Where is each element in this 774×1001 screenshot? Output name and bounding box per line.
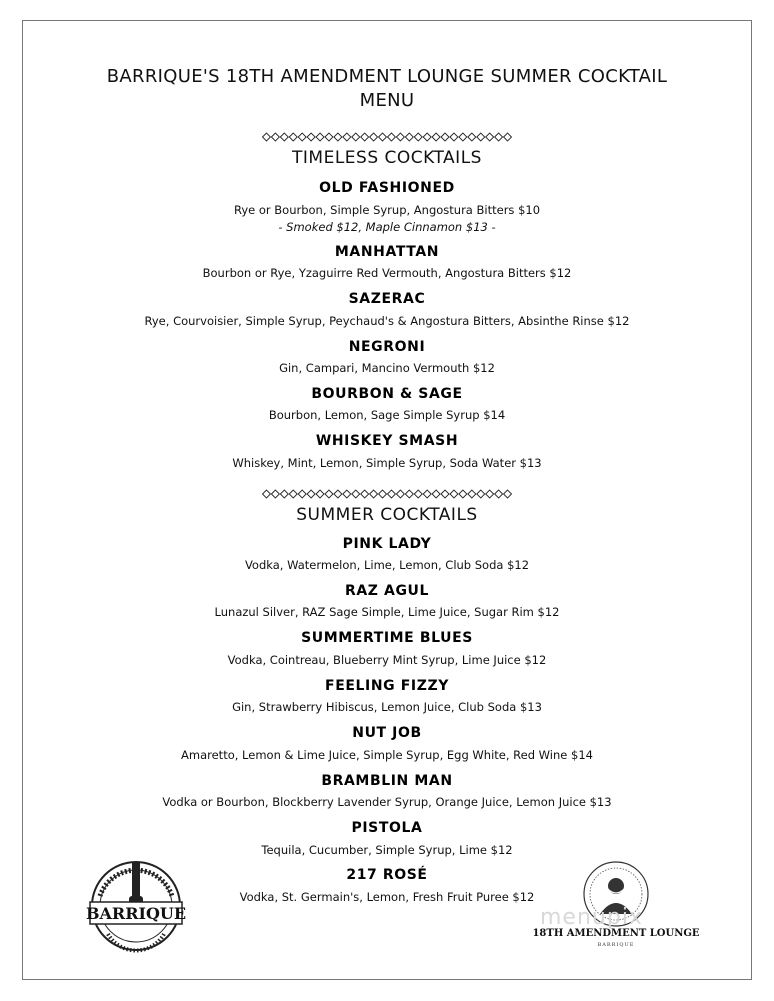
divider-diamond — [432, 490, 440, 498]
divider-diamond — [361, 490, 369, 498]
divider-diamond — [423, 133, 431, 141]
item-desc-pink-lady: Vodka, Watermelon, Lime, Lemon, Club Soda $12 — [244, 558, 530, 572]
divider-diamond — [298, 133, 306, 141]
item-desc-raz-agul: Lunazul Silver, RAZ Sage Simple, Lime Juice, Sugar Rim $12 — [214, 605, 560, 619]
barrique-logo-text: BARRIQUE — [85, 904, 187, 923]
item-desc-bramblin-man: Vodka or Bourbon, Blockberry Lavender Syrup, Orange Juice, Lemon Juice $13 — [162, 795, 612, 809]
divider-diamond — [280, 490, 288, 498]
divider-diamond — [441, 133, 449, 141]
divider-diamond — [504, 133, 512, 141]
item-name-pink-lady: PINK LADY — [342, 536, 432, 552]
divider-diamond — [343, 490, 351, 498]
divider-diamond — [334, 490, 342, 498]
item-name-summertime-blues: SUMMERTIME BLUES — [301, 630, 473, 646]
divider-diamond — [361, 133, 369, 141]
item-desc-feeling-fizzy: Gin, Strawberry Hibiscus, Lemon Juice, Club Soda $13 — [232, 700, 542, 714]
divider-diamond — [289, 490, 297, 498]
divider-diamond — [441, 490, 449, 498]
item-name-manhattan: MANHATTAN — [334, 244, 440, 260]
item-desc-negroni: Gin, Campari, Mancino Vermouth $12 — [279, 361, 495, 375]
item-name-negroni: NEGRONI — [348, 339, 426, 355]
item-name-raz-agul: RAZ AGUL — [344, 583, 430, 599]
menu-title-line2: MENU — [359, 90, 415, 111]
divider-diamond — [468, 490, 476, 498]
divider-diamond — [325, 133, 333, 141]
divider-diamond — [263, 133, 271, 141]
divider-diamond — [307, 133, 315, 141]
divider-diamond — [486, 490, 494, 498]
divider-diamond — [388, 133, 396, 141]
item-desc-nut-job: Amaretto, Lemon & Lime Juice, Simple Syrup, Egg White, Red Wine $14 — [181, 748, 593, 762]
divider-diamond — [459, 490, 467, 498]
divider-diamond — [432, 133, 440, 141]
menu-title — [0, 65, 774, 113]
divider-diamond — [379, 133, 387, 141]
item-name-bourbon-sage: BOURBON & SAGE — [311, 386, 463, 402]
divider-diamond — [414, 490, 422, 498]
divider-diamond — [352, 490, 360, 498]
divider-diamond — [396, 133, 404, 141]
lounge-logo-text: 18TH AMENDMENT LOUNGE — [532, 928, 700, 939]
divider-diamond — [280, 133, 288, 141]
divider-diamond — [307, 490, 315, 498]
item-name-bramblin-man: BRAMBLIN MAN — [321, 773, 453, 789]
item-name-217-rose: 217 ROSÉ — [346, 867, 428, 883]
item-desc-whiskey-smash: Whiskey, Mint, Lemon, Simple Syrup, Soda Water $13 — [232, 456, 542, 470]
divider-diamond — [504, 490, 512, 498]
divider-diamond — [316, 133, 324, 141]
divider-diamond — [370, 490, 378, 498]
divider-diamond — [271, 490, 279, 498]
divider-diamond — [263, 490, 271, 498]
divider-diamond — [450, 133, 458, 141]
diamond-divider-1 — [262, 132, 512, 142]
section-heading-summer: SUMMER COCKTAILS — [296, 505, 478, 525]
barrique-logo — [86, 856, 186, 956]
divider-diamond — [495, 133, 503, 141]
divider-diamond — [405, 490, 413, 498]
item-name-nut-job: NUT JOB — [352, 725, 422, 741]
divider-diamond — [271, 133, 279, 141]
divider-diamond — [450, 490, 458, 498]
divider-diamond — [352, 133, 360, 141]
item-name-sazerac: SAZERAC — [348, 291, 426, 307]
divider-diamond — [468, 133, 476, 141]
lounge-logo-subtext: BARRIQUE — [597, 942, 635, 948]
divider-diamond — [459, 133, 467, 141]
divider-diamond — [486, 133, 494, 141]
item-desc-old-fashioned: Rye or Bourbon, Simple Syrup, Angostura Bitters $10 — [233, 203, 541, 217]
diamond-divider-2 — [262, 489, 512, 499]
menu-title-line1: BARRIQUE'S 18TH AMENDMENT LOUNGE SUMMER COCKTAIL — [106, 66, 668, 87]
item-desc-sazerac: Rye, Courvoisier, Simple Syrup, Peychaud's & Angostura Bitters, Absinthe Rinse $12 — [144, 314, 630, 328]
divider-diamond — [379, 490, 387, 498]
item-desc-217-rose: Vodka, St. Germain's, Lemon, Fresh Fruit Puree $12 — [239, 890, 535, 904]
divider-diamond — [477, 133, 485, 141]
item-desc-bourbon-sage: Bourbon, Lemon, Sage Simple Syrup $14 — [268, 408, 506, 422]
item-name-old-fashioned: OLD FASHIONED — [319, 180, 455, 196]
item-name-pistola: PISTOLA — [351, 820, 423, 836]
divider-diamond — [388, 490, 396, 498]
section-heading-timeless: TIMELESS COCKTAILS — [292, 148, 482, 168]
divider-diamond — [414, 133, 422, 141]
item-desc-pistola: Tequila, Cucumber, Simple Syrup, Lime $12 — [261, 843, 513, 857]
item-name-whiskey-smash: WHISKEY SMASH — [315, 433, 459, 449]
item-desc-manhattan: Bourbon or Rye, Yzaguirre Red Vermouth, Angostura Bitters $12 — [202, 266, 572, 280]
item-note-old-fashioned: - Smoked $12, Maple Cinnamon $13 - — [278, 220, 496, 234]
divider-diamond — [325, 490, 333, 498]
divider-diamond — [289, 133, 297, 141]
watermark: menupix — [540, 905, 643, 930]
divider-diamond — [343, 133, 351, 141]
divider-diamond — [298, 490, 306, 498]
divider-diamond — [370, 133, 378, 141]
divider-diamond — [495, 490, 503, 498]
item-name-feeling-fizzy: FEELING FIZZY — [325, 678, 449, 694]
item-desc-summertime-blues: Vodka, Cointreau, Blueberry Mint Syrup, Lime Juice $12 — [227, 653, 547, 667]
divider-diamond — [334, 133, 342, 141]
divider-diamond — [405, 133, 413, 141]
divider-diamond — [477, 490, 485, 498]
divider-diamond — [316, 490, 324, 498]
divider-diamond — [396, 490, 404, 498]
divider-diamond — [423, 490, 431, 498]
